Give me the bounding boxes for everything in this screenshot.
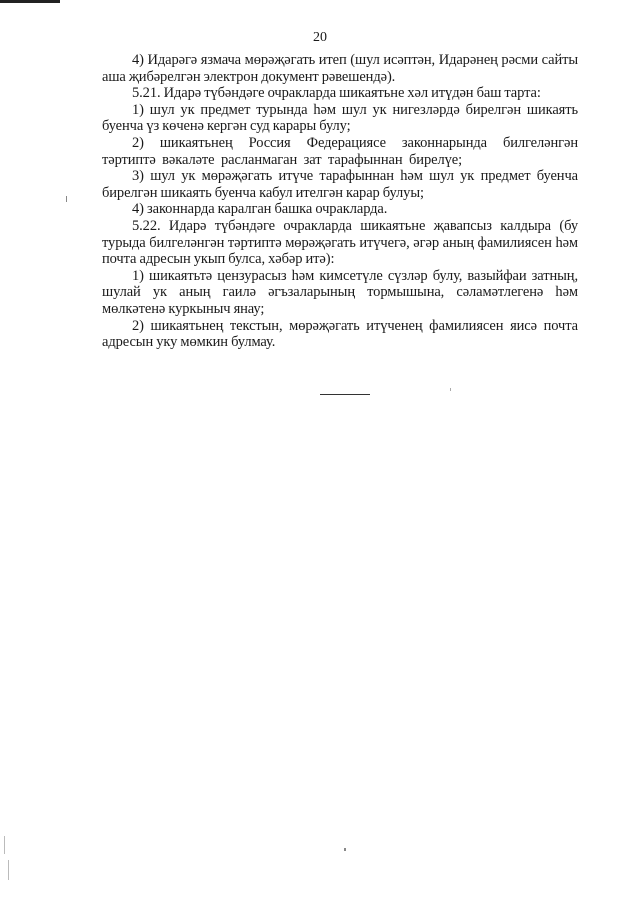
paragraph-5-22-heading: 5.22. Идарә түбәндәге очракларда шикаятьне җавапсыз калдыра (бу турыда билгеләнгән тәртиптә мөрәҗәгать итүчегә, әгәр аның фамилиясен һәм почта адресын укып булса, хәбәр итә):	[102, 217, 578, 268]
paragraph-5-22-item-2: 2) шикаятьнең текстын, мөрәҗәгать итүченең фамилиясен яисә почта адресын уку мөмкин булмау.	[102, 317, 578, 351]
paragraph-5-21-item-2: 2) шикаятьнең Россия Федерациясе законнарында билгеләнгән тәртиптә вәкаләте расланмаган зат тарафыннан бирелүе;	[102, 134, 578, 168]
scan-speck	[8, 860, 9, 880]
paragraph-5-21-item-4: 4) законнарда каралган башка очракларда.	[132, 201, 388, 218]
paragraph-5-21-item-3: 3) шул ук мөрәҗәгать итүче тарафыннан һәм шул ук предмет буенча бирелгән шикаять буенча кабул ителгән карар булуы;	[102, 168, 578, 201]
paragraph-5-21-item-1: 1) шул ук предмет турында һәм шул ук нигезләрдә бирелгән шикаять буенча үз көченә кергән суд карары булу;	[102, 101, 578, 135]
scan-speck	[450, 388, 451, 391]
scan-speck	[344, 848, 346, 851]
end-of-text-rule	[320, 394, 370, 395]
page-number: 20	[313, 30, 327, 45]
paragraph-5-21-heading: 5.21. Идарә түбәндәге очракларда шикаятьне хәл итүдән баш тарта:	[132, 85, 541, 102]
paragraph-item-4-submission: 4) Идарәгә язмача мөрәҗәгать итеп (шул исәптән, Идарәнең рәсми сайты аша җибәрелгән электрон документ рәвешендә).	[102, 52, 578, 85]
paragraph-5-22-item-1: 1) шикаятьтә цензурасыз һәм кимсетүле сүзләр булу, вазыйфаи затның, шулай ук аның гаилә әгъзаларының тормышына, сәламәтлегенә һәм мөлкәтенә куркыныч янау;	[102, 267, 578, 317]
scan-edge-mark	[0, 0, 60, 3]
scan-speck	[4, 836, 5, 854]
document-body	[102, 52, 578, 351]
scan-speck	[66, 196, 67, 202]
